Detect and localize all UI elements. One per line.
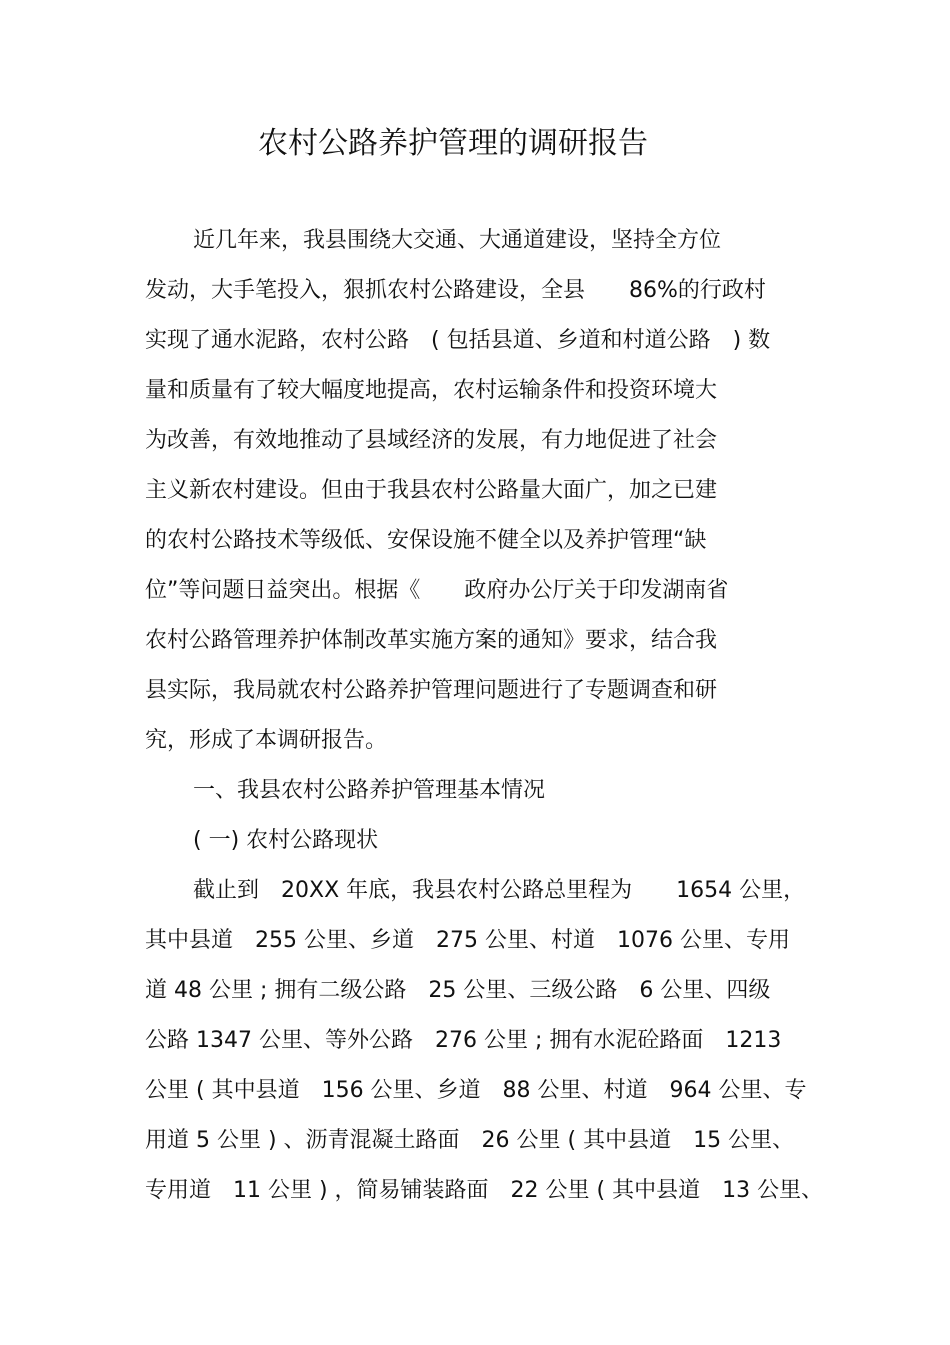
- section-heading: 一、我县农村公路养护管理基本情况: [193, 778, 546, 803]
- subsection-heading: ( 一) 农村公路现状: [193, 828, 379, 853]
- document-title: 农村公路养护管理的调研报告: [258, 126, 648, 161]
- body-line-18: 公里 ( 其中县道 156 公里、乡道 88 公里、村道 964 公里、专: [145, 1078, 807, 1103]
- body-line-20: 专用道 11 公里 ) ，简易铺装路面 22 公里 ( 其中县道 13 公里、: [145, 1178, 824, 1203]
- body-line-5: 为改善，有效地推动了县域经济的发展，有力地促进了社会: [145, 428, 718, 453]
- body-line-7: 的农村公路技术等级低、安保设施不健全以及养护管理“缺: [145, 528, 707, 553]
- body-line-4: 量和质量有了较大幅度地提高，农村运输条件和投资环境大: [145, 378, 718, 403]
- body-line-17: 公路 1347 公里、等外公路 276 公里 ; 拥有水泥砼路面 1213: [145, 1028, 782, 1053]
- body-line-16: 道 48 公里 ; 拥有二级公路 25 公里、三级公路 6 公里、四级: [145, 978, 771, 1003]
- body-line-19: 用道 5 公里 ) 、沥青混凝土路面 26 公里 ( 其中县道 15 公里、: [145, 1128, 795, 1153]
- body-line-9: 农村公路管理养护体制改革实施方案的通知》要求，结合我: [145, 628, 718, 653]
- body-line-11: 究，形成了本调研报告。: [145, 728, 388, 753]
- body-line-8: 位”等问题日益突出。根据《 政府办公厅关于印发湖南省: [145, 578, 729, 603]
- body-line-1: 近几年来，我县围绕大交通、大通道建设，坚持全方位: [193, 228, 722, 253]
- body-line-6: 主义新农村建设。但由于我县农村公路量大面广，加之已建: [145, 478, 718, 503]
- body-line-14: 截止到 20XX 年底，我县农村公路总里程为 1654 公里，: [193, 878, 806, 903]
- body-line-3: 实现了通水泥路，农村公路 ( 包括县道、乡道和村道公路 ) 数: [145, 328, 771, 353]
- body-line-10: 县实际，我局就农村公路养护管理问题进行了专题调查和研: [145, 678, 718, 703]
- body-line-2: 发动，大手笔投入，狠抓农村公路建设，全县 86%的行政村: [145, 278, 766, 303]
- body-line-15: 其中县道 255 公里、乡道 275 公里、村道 1076 公里、专用: [145, 928, 790, 953]
